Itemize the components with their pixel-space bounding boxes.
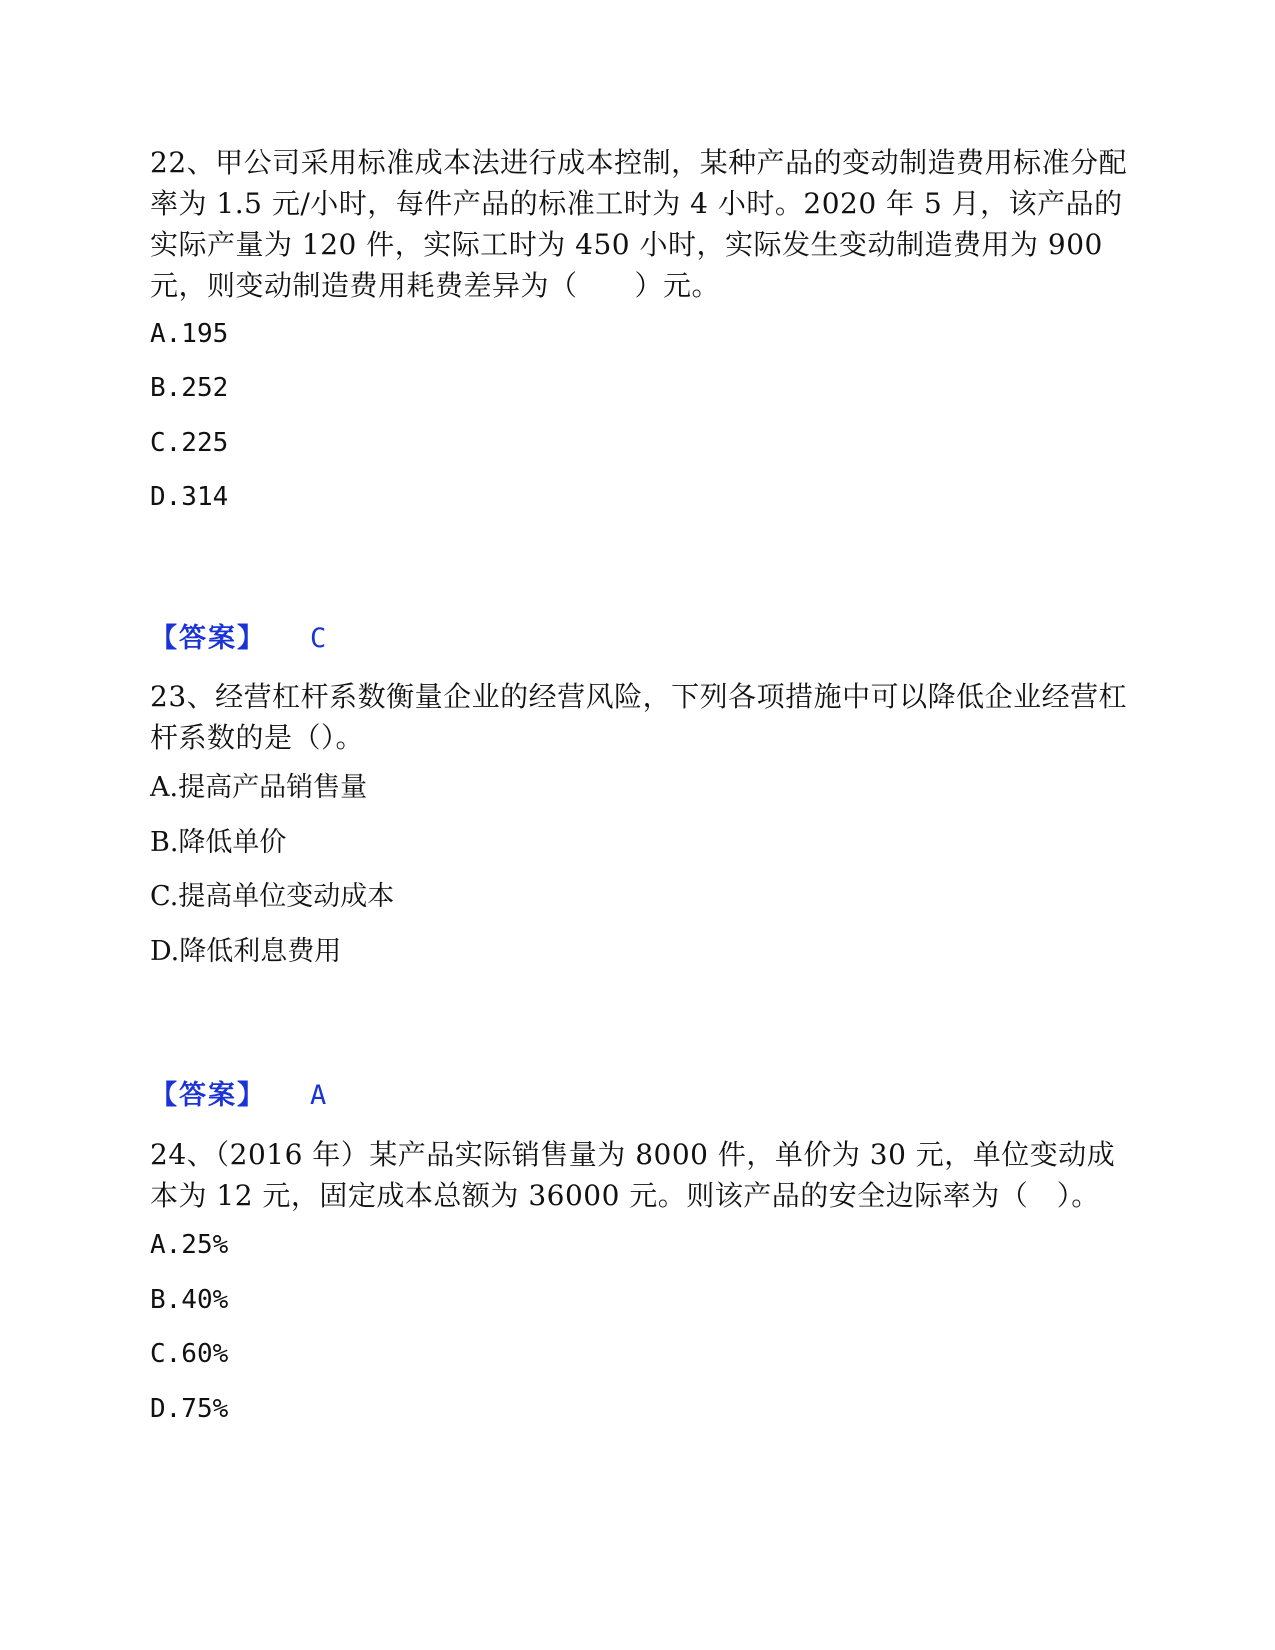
question-24-option-a: A.25% bbox=[150, 1230, 229, 1260]
answer-value: C bbox=[310, 623, 327, 654]
question-24-option-c: C.60% bbox=[150, 1339, 229, 1369]
question-23-option-d: D.降低利息费用 bbox=[150, 936, 342, 967]
question-24-stem: 24、（2016 年）某产品实际销售量为 8000 件，单价为 30 元，单位变动成本为 12 元，固定成本总额为 36000 元。则该产品的安全边际率为（ ）。 bbox=[150, 1138, 1116, 1212]
question-22-option-d: D.314 bbox=[150, 482, 229, 512]
question-24-option-b: B.40% bbox=[150, 1285, 229, 1315]
answer-value: A bbox=[310, 1080, 327, 1111]
question-22-answer bbox=[150, 622, 326, 656]
answer-label: 【答案】 bbox=[150, 1080, 266, 1111]
question-23-option-b: B.降低单价 bbox=[150, 827, 287, 858]
answer-label: 【答案】 bbox=[150, 623, 266, 654]
question-22-option-b: B.252 bbox=[150, 373, 229, 403]
question-23-option-c: C.提高单位变动成本 bbox=[150, 881, 395, 912]
question-22-option-a: A.195 bbox=[150, 319, 229, 349]
question-22-option-c: C.225 bbox=[150, 428, 229, 458]
question-23-answer bbox=[150, 1079, 326, 1113]
question-24-option-d: D.75% bbox=[150, 1394, 229, 1424]
question-23-stem: 23、经营杠杆系数衡量企业的经营风险，下列各项措施中可以降低企业经营杠杆系数的是（）。 bbox=[150, 680, 1128, 754]
question-23-option-a: A.提高产品销售量 bbox=[150, 772, 368, 803]
question-22-stem: 22、甲公司采用标准成本法进行成本控制，某种产品的变动制造费用标准分配率为 1.5 元/小时，每件产品的标准工时为 4 小时。2020 年 5 月，该产品的实际产量为 120 件，实际工时为 450 小时，实际发生变动制造费用为 900 元，则变动制造费用耗费差异为（ ）元。 bbox=[150, 146, 1128, 302]
